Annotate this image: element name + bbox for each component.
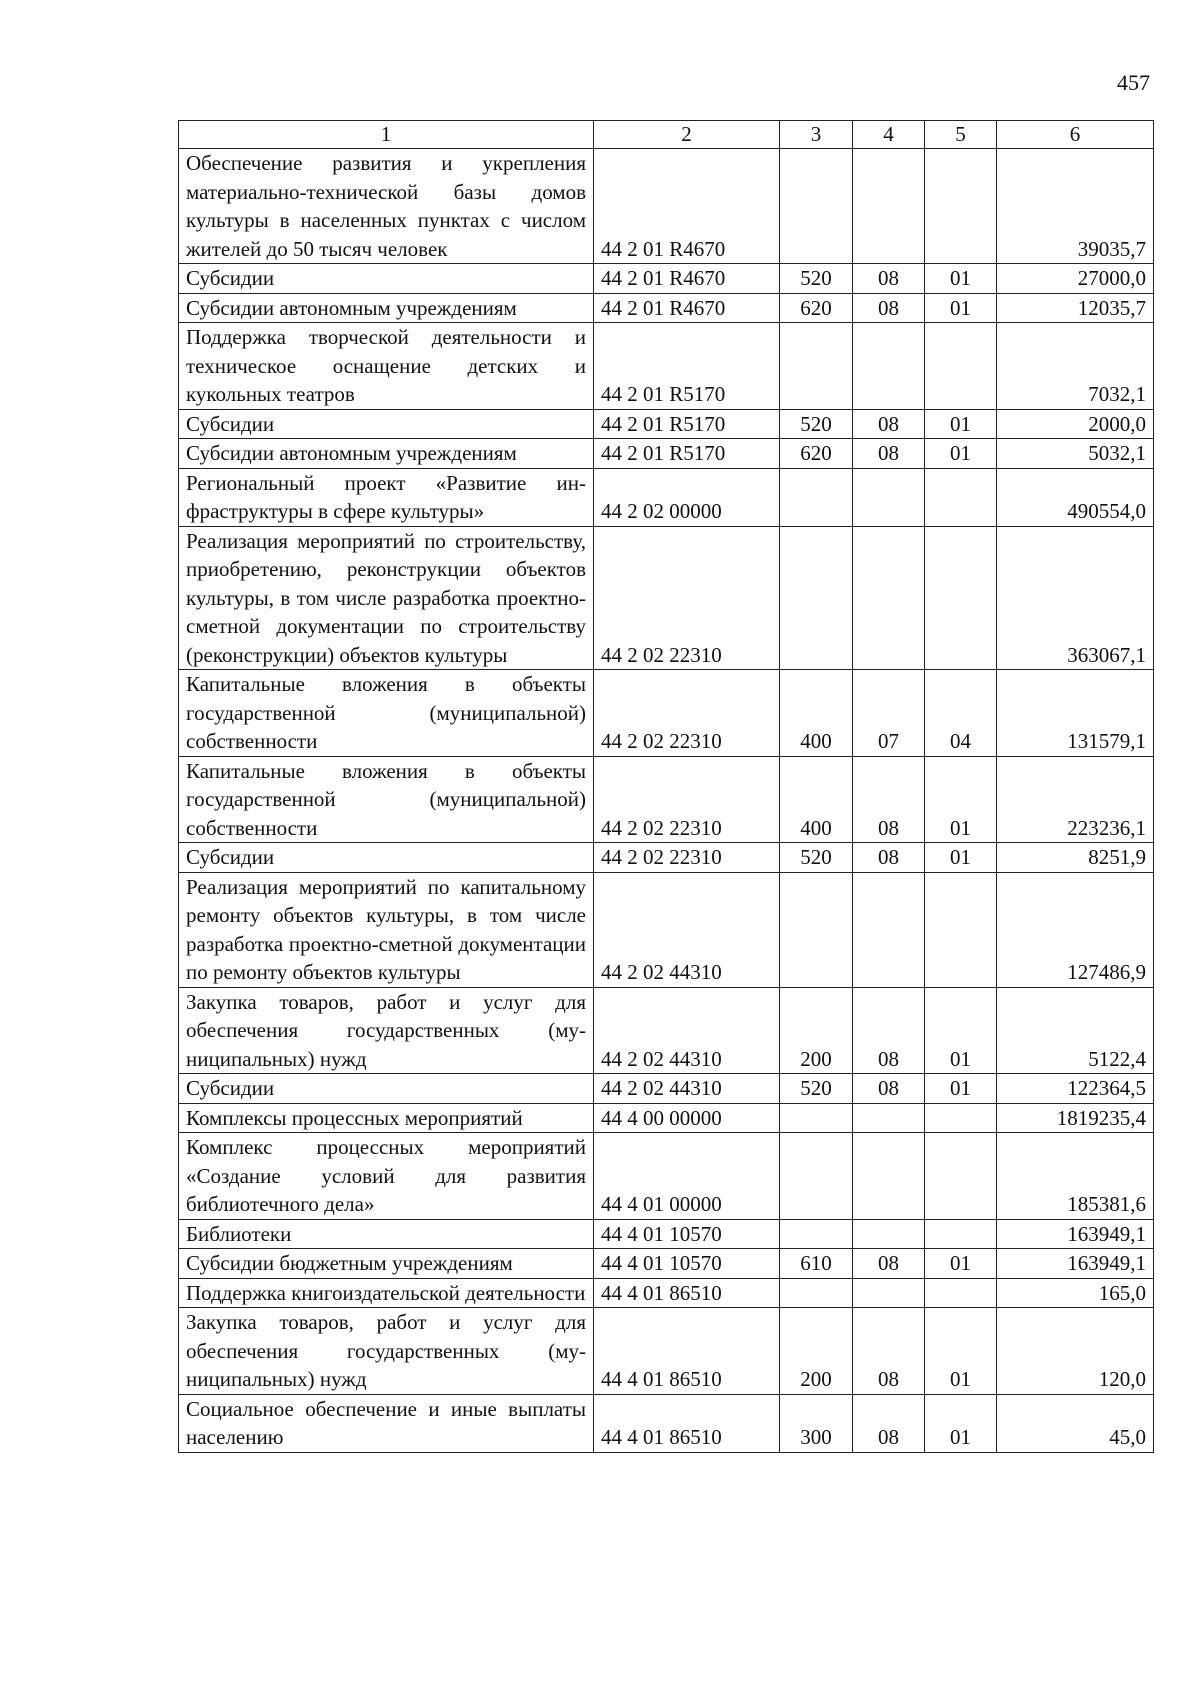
row-amount: 8251,9 bbox=[997, 843, 1154, 873]
row-section: 08 bbox=[853, 264, 925, 294]
row-expense-type: 300 bbox=[780, 1394, 853, 1452]
row-target-code: 44 4 00 00000 bbox=[594, 1103, 780, 1133]
row-name: Поддержка книгоиздательской деятельности bbox=[179, 1278, 594, 1308]
row-name: Комплексы процессных мероприятий bbox=[179, 1103, 594, 1133]
row-amount: 2000,0 bbox=[997, 409, 1154, 439]
row-target-code: 44 4 01 00000 bbox=[594, 1133, 780, 1220]
column-header-4: 4 bbox=[853, 121, 925, 149]
row-target-code: 44 4 01 10570 bbox=[594, 1219, 780, 1249]
row-target-code: 44 2 02 00000 bbox=[594, 468, 780, 526]
row-target-code: 44 4 01 86510 bbox=[594, 1278, 780, 1308]
table-row bbox=[179, 323, 1154, 410]
row-expense-type: 520 bbox=[780, 409, 853, 439]
row-expense-type bbox=[780, 149, 853, 264]
row-amount: 490554,0 bbox=[997, 468, 1154, 526]
row-name: Реализация мероприятий по строительству, приобретению, реконструкции объектов культуры, в том числе разработка проектно-сметной документации по строительству (реконструкции) объектов культуры bbox=[179, 526, 594, 670]
row-expense-type: 620 bbox=[780, 293, 853, 323]
row-expense-type bbox=[780, 526, 853, 670]
row-subsection: 01 bbox=[925, 843, 997, 873]
row-subsection: 01 bbox=[925, 987, 997, 1074]
row-expense-type: 520 bbox=[780, 264, 853, 294]
row-target-code: 44 2 01 R5170 bbox=[594, 409, 780, 439]
row-section: 08 bbox=[853, 1394, 925, 1452]
row-expense-type bbox=[780, 323, 853, 410]
row-subsection bbox=[925, 526, 997, 670]
row-subsection: 01 bbox=[925, 1249, 997, 1279]
row-expense-type: 400 bbox=[780, 670, 853, 757]
row-expense-type bbox=[780, 1103, 853, 1133]
table-row bbox=[179, 526, 1154, 670]
row-section: 08 bbox=[853, 756, 925, 843]
row-subsection bbox=[925, 323, 997, 410]
row-target-code: 44 2 01 R5170 bbox=[594, 439, 780, 469]
column-header-6: 6 bbox=[997, 121, 1154, 149]
row-amount: 45,0 bbox=[997, 1394, 1154, 1452]
table-row bbox=[179, 987, 1154, 1074]
row-name: Субсидии бюджетным учреждениям bbox=[179, 1249, 594, 1279]
row-section bbox=[853, 1103, 925, 1133]
table-row bbox=[179, 1308, 1154, 1395]
row-name: Субсидии автономным учреждениям bbox=[179, 439, 594, 469]
row-subsection: 01 bbox=[925, 1394, 997, 1452]
row-target-code: 44 2 02 22310 bbox=[594, 843, 780, 873]
row-expense-type bbox=[780, 872, 853, 987]
row-section: 08 bbox=[853, 987, 925, 1074]
row-expense-type: 200 bbox=[780, 987, 853, 1074]
row-expense-type: 200 bbox=[780, 1308, 853, 1395]
row-expense-type bbox=[780, 1278, 853, 1308]
row-section bbox=[853, 468, 925, 526]
row-amount: 5032,1 bbox=[997, 439, 1154, 469]
header-row bbox=[179, 121, 1154, 149]
column-header-3: 3 bbox=[780, 121, 853, 149]
row-name: Субсидии bbox=[179, 409, 594, 439]
row-subsection: 01 bbox=[925, 264, 997, 294]
row-amount: 120,0 bbox=[997, 1308, 1154, 1395]
table-row bbox=[179, 264, 1154, 294]
row-name: Закупка товаров, работ и услуг для обеспечения государственных (муниципальных) нужд bbox=[179, 987, 594, 1074]
table-row bbox=[179, 409, 1154, 439]
row-target-code: 44 4 01 86510 bbox=[594, 1394, 780, 1452]
row-amount: 5122,4 bbox=[997, 987, 1154, 1074]
row-name: Обеспечение развития и укрепления материально-технической базы домов культуры в населенных пунктах с числом жителей до 50 тысяч человек bbox=[179, 149, 594, 264]
row-subsection: 04 bbox=[925, 670, 997, 757]
row-target-code: 44 2 02 44310 bbox=[594, 872, 780, 987]
row-name: Субсидии автономным учреждениям bbox=[179, 293, 594, 323]
table-row bbox=[179, 1219, 1154, 1249]
row-section: 07 bbox=[853, 670, 925, 757]
row-section: 08 bbox=[853, 409, 925, 439]
row-target-code: 44 4 01 86510 bbox=[594, 1308, 780, 1395]
row-name: Субсидии bbox=[179, 264, 594, 294]
row-amount: 127486,9 bbox=[997, 872, 1154, 987]
row-section bbox=[853, 526, 925, 670]
row-name: Субсидии bbox=[179, 1074, 594, 1104]
row-name: Капитальные вложения в объекты государственной (муниципальной) собственности bbox=[179, 756, 594, 843]
row-target-code: 44 2 02 22310 bbox=[594, 526, 780, 670]
row-amount: 122364,5 bbox=[997, 1074, 1154, 1104]
row-section bbox=[853, 1278, 925, 1308]
row-section: 08 bbox=[853, 439, 925, 469]
column-header-5: 5 bbox=[925, 121, 997, 149]
row-expense-type bbox=[780, 1133, 853, 1220]
row-section: 08 bbox=[853, 293, 925, 323]
row-amount: 163949,1 bbox=[997, 1249, 1154, 1279]
row-target-code: 44 2 02 22310 bbox=[594, 670, 780, 757]
table-row bbox=[179, 843, 1154, 873]
row-subsection: 01 bbox=[925, 1308, 997, 1395]
row-section bbox=[853, 323, 925, 410]
row-amount: 1819235,4 bbox=[997, 1103, 1154, 1133]
row-amount: 185381,6 bbox=[997, 1133, 1154, 1220]
row-subsection: 01 bbox=[925, 409, 997, 439]
table-row bbox=[179, 1074, 1154, 1104]
row-expense-type: 520 bbox=[780, 843, 853, 873]
row-name: Комплекс процессных мероприятий «Создание условий для развития библиотечного дела» bbox=[179, 1133, 594, 1220]
row-section: 08 bbox=[853, 1249, 925, 1279]
row-subsection bbox=[925, 1103, 997, 1133]
page-number: 457 bbox=[1117, 70, 1150, 95]
row-name: Региональный проект «Развитие инфраструктуры в сфере культуры» bbox=[179, 468, 594, 526]
table-row bbox=[179, 439, 1154, 469]
row-section bbox=[853, 1133, 925, 1220]
row-target-code: 44 2 02 44310 bbox=[594, 987, 780, 1074]
table-row bbox=[179, 468, 1154, 526]
table-row bbox=[179, 1133, 1154, 1220]
row-target-code: 44 2 01 R4670 bbox=[594, 264, 780, 294]
row-subsection: 01 bbox=[925, 756, 997, 843]
row-name: Социальное обеспечение и иные выплаты населению bbox=[179, 1394, 594, 1452]
row-expense-type: 520 bbox=[780, 1074, 853, 1104]
row-expense-type: 620 bbox=[780, 439, 853, 469]
table-row bbox=[179, 149, 1154, 264]
row-subsection: 01 bbox=[925, 439, 997, 469]
row-section: 08 bbox=[853, 1308, 925, 1395]
table-row bbox=[179, 1103, 1154, 1133]
row-target-code: 44 2 02 44310 bbox=[594, 1074, 780, 1104]
row-subsection bbox=[925, 1278, 997, 1308]
row-target-code: 44 2 01 R5170 bbox=[594, 323, 780, 410]
row-amount: 7032,1 bbox=[997, 323, 1154, 410]
row-target-code: 44 2 01 R4670 bbox=[594, 149, 780, 264]
row-expense-type bbox=[780, 468, 853, 526]
table-row bbox=[179, 872, 1154, 987]
row-section bbox=[853, 1219, 925, 1249]
row-section: 08 bbox=[853, 1074, 925, 1104]
table-row bbox=[179, 1394, 1154, 1452]
row-amount: 12035,7 bbox=[997, 293, 1154, 323]
table-row bbox=[179, 1278, 1154, 1308]
column-header-2: 2 bbox=[594, 121, 780, 149]
row-subsection bbox=[925, 1133, 997, 1220]
row-expense-type: 610 bbox=[780, 1249, 853, 1279]
row-amount: 131579,1 bbox=[997, 670, 1154, 757]
row-subsection: 01 bbox=[925, 1074, 997, 1104]
row-amount: 165,0 bbox=[997, 1278, 1154, 1308]
row-subsection bbox=[925, 1219, 997, 1249]
row-amount: 39035,7 bbox=[997, 149, 1154, 264]
row-amount: 27000,0 bbox=[997, 264, 1154, 294]
row-subsection: 01 bbox=[925, 293, 997, 323]
row-amount: 363067,1 bbox=[997, 526, 1154, 670]
row-section bbox=[853, 872, 925, 987]
row-expense-type bbox=[780, 1219, 853, 1249]
table-row bbox=[179, 1249, 1154, 1279]
row-subsection bbox=[925, 872, 997, 987]
table-row bbox=[179, 756, 1154, 843]
row-amount: 223236,1 bbox=[997, 756, 1154, 843]
row-subsection bbox=[925, 149, 997, 264]
row-target-code: 44 2 02 22310 bbox=[594, 756, 780, 843]
row-target-code: 44 2 01 R4670 bbox=[594, 293, 780, 323]
row-name: Капитальные вложения в объекты государственной (муниципальной) собственности bbox=[179, 670, 594, 757]
table-row bbox=[179, 670, 1154, 757]
column-header-1: 1 bbox=[179, 121, 594, 149]
row-amount: 163949,1 bbox=[997, 1219, 1154, 1249]
row-name: Библиотеки bbox=[179, 1219, 594, 1249]
table-row bbox=[179, 293, 1154, 323]
budget-table bbox=[178, 120, 1154, 1453]
row-name: Субсидии bbox=[179, 843, 594, 873]
row-section: 08 bbox=[853, 843, 925, 873]
row-target-code: 44 4 01 10570 bbox=[594, 1249, 780, 1279]
row-section bbox=[853, 149, 925, 264]
row-name: Поддержка творческой деятельности и техническое оснащение детских и кукольных театров bbox=[179, 323, 594, 410]
row-name: Реализация мероприятий по капитальному ремонту объектов культуры, в том числе разработка проектно-сметной документации по ремонту объектов культуры bbox=[179, 872, 594, 987]
row-expense-type: 400 bbox=[780, 756, 853, 843]
row-name: Закупка товаров, работ и услуг для обеспечения государственных (муниципальных) нужд bbox=[179, 1308, 594, 1395]
row-subsection bbox=[925, 468, 997, 526]
